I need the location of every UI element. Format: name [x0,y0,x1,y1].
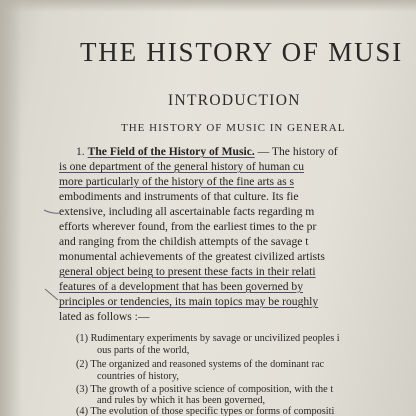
list-item-text: Rudimentary experiments by savage or uncivilized peoples i [90,333,340,344]
section-heading: INTRODUCTION [168,92,301,109]
paragraph-line: embodiments and instruments of that culture. Its fie [59,190,299,203]
pencil-tick-mark [44,210,60,213]
paragraph-line: principles or tendencies, its main topics may be roughly [59,295,319,308]
paragraph-line: — The history of [257,145,338,158]
paragraph-line: more particularly of the history of the fine arts as s [59,175,295,188]
list-item-text: ous parts of the world, [97,345,190,356]
list-item-text: The evolution of those specific types or forms of compositi [90,406,335,416]
paragraph-line: is one department of the general history of human cu [59,160,305,173]
list-item-text: and rules by which it has been governed, [97,395,266,406]
list-item-text: The growth of a positive science of composition, with the t [90,384,334,395]
book-title: THE HISTORY OF MUSI [80,37,403,67]
list-item-number: (4) [76,406,89,416]
paragraph-line: features of a development that has been governed by [59,280,304,293]
paragraph-line: efforts wherever found, from the earliest times to the pr [59,220,317,233]
list-item-text: The organized and reasoned systems of the dominant rac [90,359,325,370]
list-item-text: countries of history, [97,371,179,382]
list-item-number: (3) [76,384,89,395]
sub-heading: THE HISTORY OF MUSIC IN GENERAL [121,122,346,134]
paragraph-line: general object being to present these facts in their relati [59,265,316,278]
paragraph-line: lated as follows :— [59,310,150,323]
list-item-number: (2) [76,359,89,370]
paragraph-line: extensive, including all ascertainable facts regarding m [59,205,315,218]
paragraph-lead-in: The Field of the History of Music. [87,145,255,158]
paragraph-line: monumental achievements of the greatest civilized artists [59,250,325,263]
paragraph-line: and ranging from the childish attempts of the savage t [59,235,309,248]
pencil-tick-mark [45,289,58,300]
paragraph-number: 1. [76,145,85,158]
list-item-number: (1) [76,333,89,344]
